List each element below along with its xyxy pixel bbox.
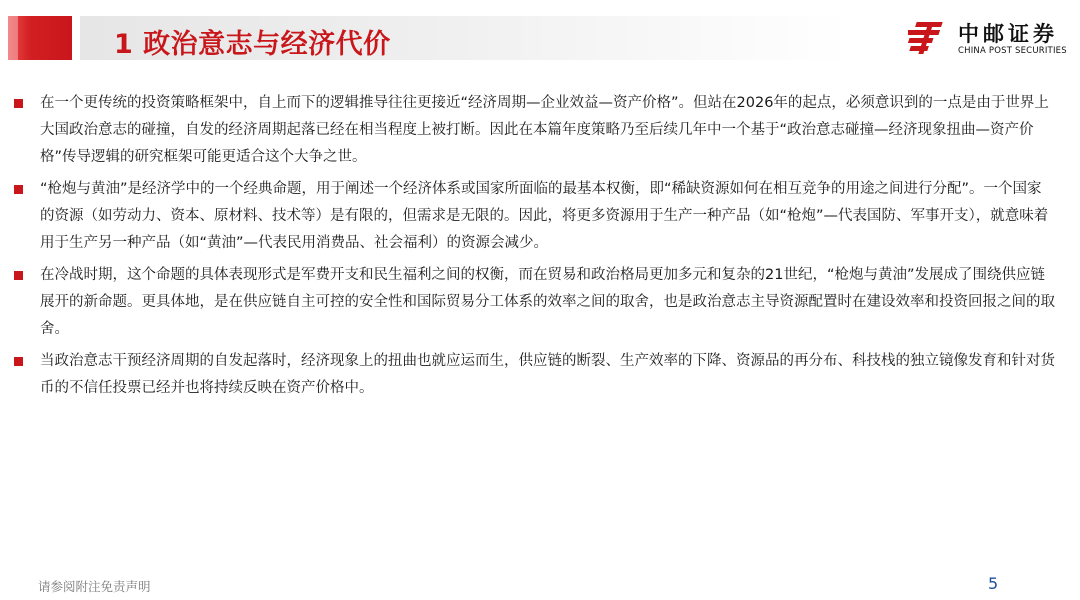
disclaimer-note: 请参阅附注免责声明 bbox=[38, 579, 151, 594]
bullet-text: “枪炮与黄油”是经济学中的一个经典命题，用于阐述一个经济体系或国家所面临的最基本权衡，即“稀缺资源如何在相互竞争的用途之间进行分配”。一个国家的资源（如劳动力、资本、原材料、技术等）是有限的，但需求是无限的。因此，将更多资源用于生产一种产品（如“枪炮”—代表国防、军事开支），就意味着用于生产另一种产品（如“黄油”—代表民用消费品、社会福利）的资源会减少。 bbox=[40, 181, 1049, 251]
bullet-text: 在一个更传统的投资策略框架中，自上而下的逻辑推导往往更接近“经济周期—企业效益—资产价格”。但站在2026年的起点，必须意识到的一点是由于世界上大国政治意志的碰撞，自发的经济周期起落已经在相当程度上被打断。因此在本篇年度策略乃至后续几年中一个基于“政治意志碰撞—经济现象扭曲—资产价格”传导逻辑的研究框架可能更适合这个大争之世。 bbox=[40, 95, 1049, 165]
bullet-list bbox=[14, 90, 1056, 407]
bullet-item bbox=[14, 90, 1056, 171]
page-title: 1 政治意志与经济代价 bbox=[114, 29, 391, 60]
logo-name-en: CHINA POST SECURITIES bbox=[958, 46, 1067, 56]
bullet-item bbox=[14, 262, 1056, 343]
bullet-square-icon bbox=[14, 99, 23, 108]
company-logo bbox=[908, 18, 1078, 62]
page-number: 5 bbox=[988, 574, 999, 593]
bullet-square-icon bbox=[14, 357, 23, 366]
bullet-square-icon bbox=[14, 271, 23, 280]
bullet-item bbox=[14, 176, 1056, 257]
bullet-square-icon bbox=[14, 185, 23, 194]
china-post-logo-icon bbox=[908, 18, 948, 58]
bullet-text: 当政治意志干预经济周期的自发起落时，经济现象上的扭曲也就应运而生，供应链的断裂、生产效率的下降、资源品的再分布、科技栈的独立镜像发育和针对货币的不信任投票已经并也将持续反映在资产价格中。 bbox=[40, 353, 1055, 396]
bullet-item bbox=[14, 348, 1056, 402]
logo-name-cn: 中邮证券 bbox=[958, 22, 1058, 46]
bullet-text: 在冷战时期，这个命题的具体表现形式是军费开支和民生福利之间的权衡，而在贸易和政治格局更加多元和复杂的21世纪，“枪炮与黄油”发展成了围绕供应链展开的新命题。更具体地，是在供应链自主可控的安全性和国际贸易分工体系的效率之间的取舍，也是政治意志主导资源配置时在建设效率和投资回报之间的取舍。 bbox=[40, 267, 1055, 337]
header-accent-block bbox=[8, 16, 72, 60]
